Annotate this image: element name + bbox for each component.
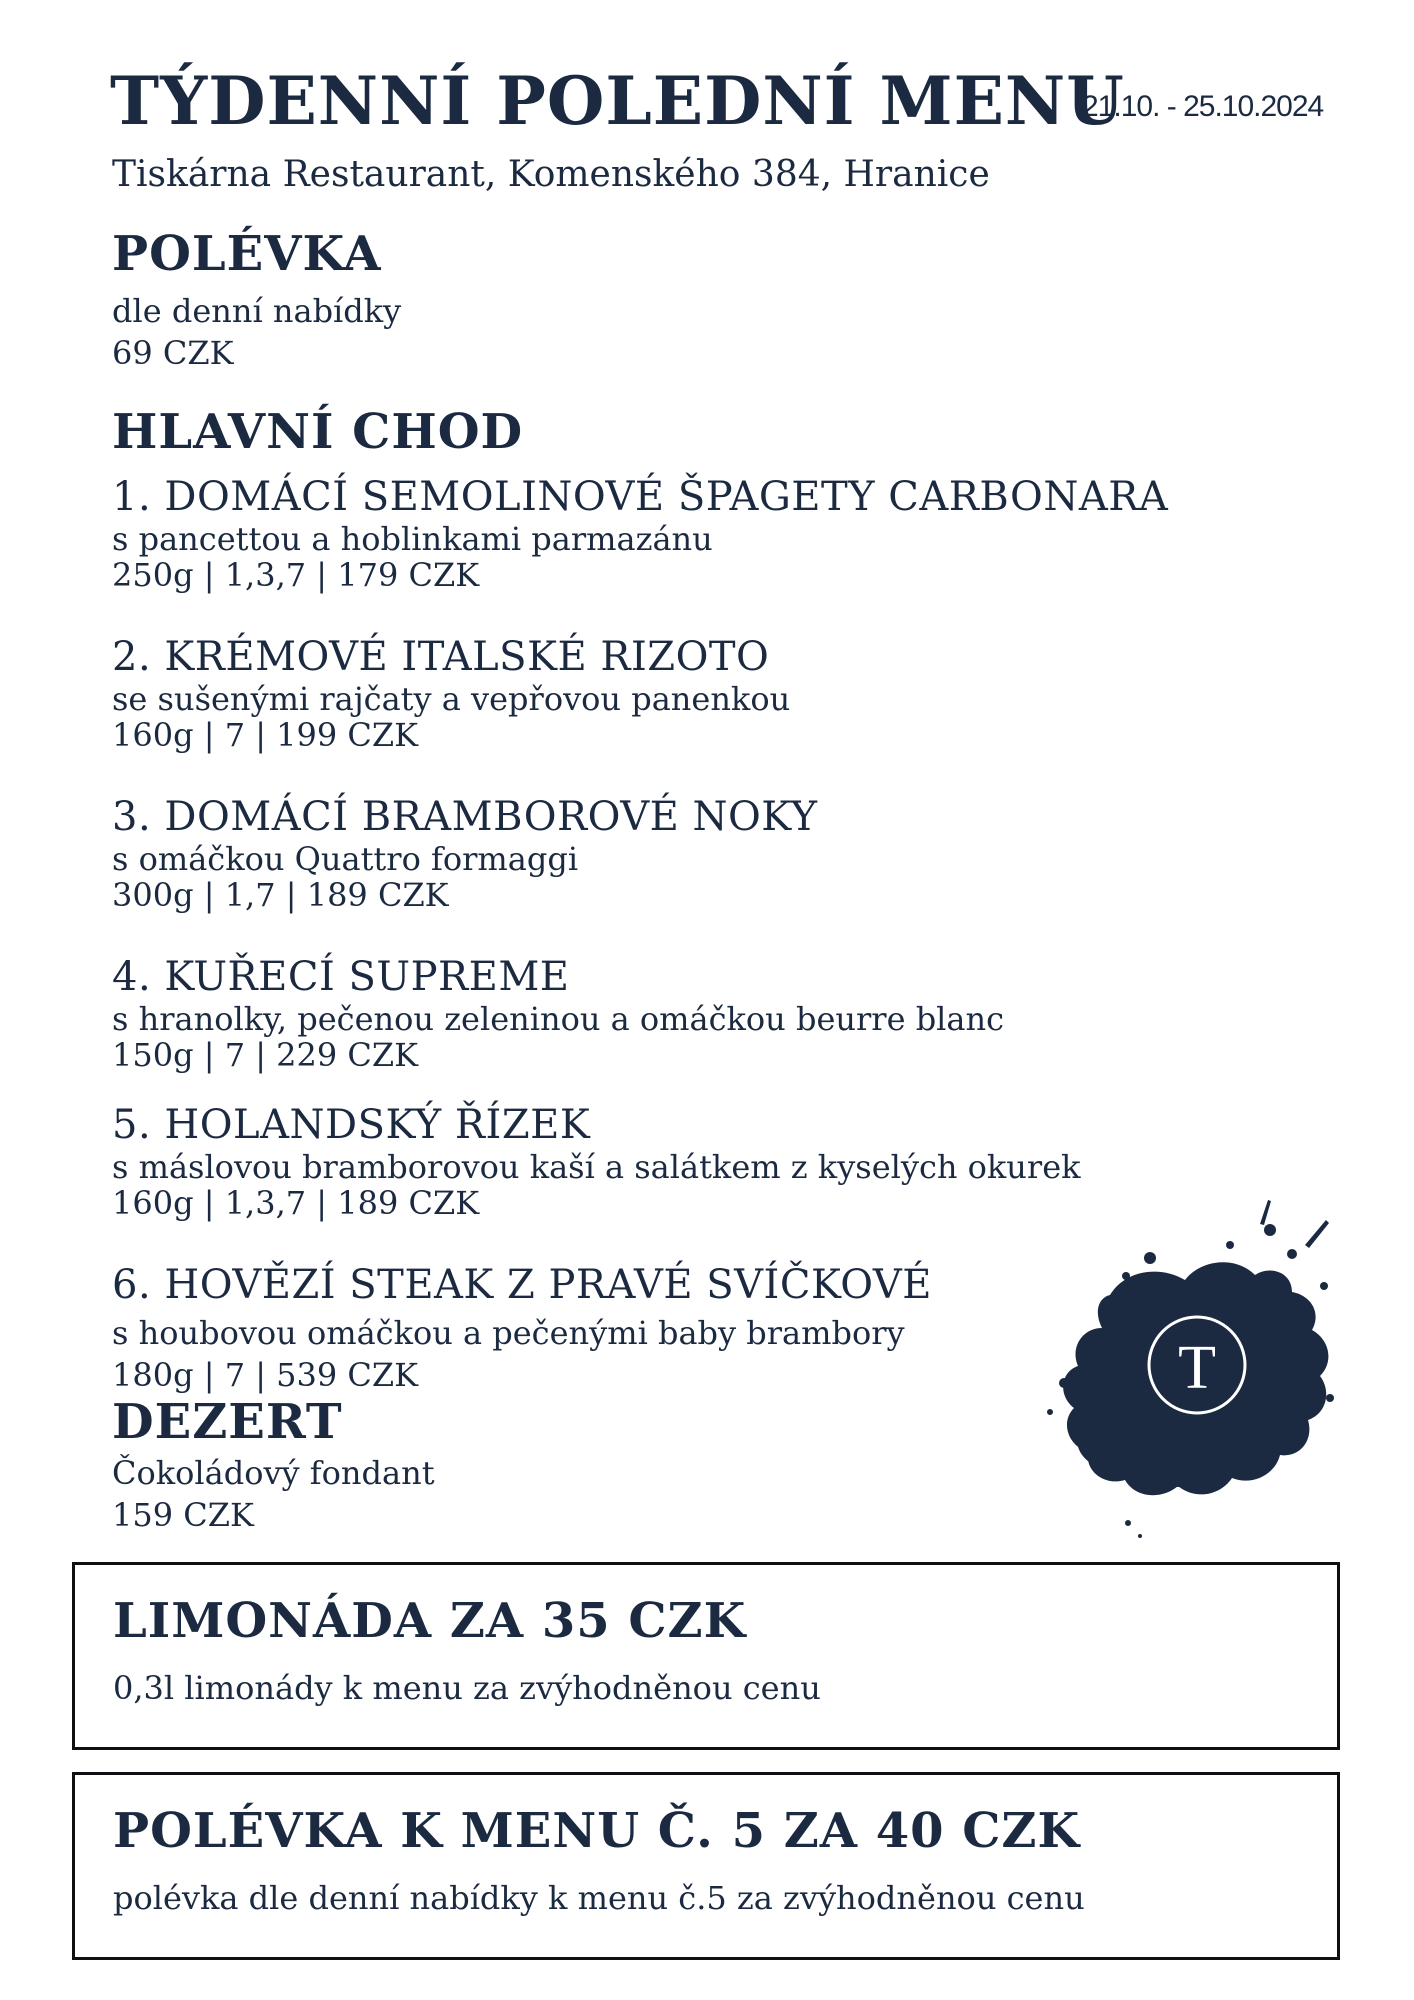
dish-2-details: 160g | 7 | 199 CZK [112,716,419,754]
restaurant-address: Tiskárna Restaurant, Komenského 384, Hranice [112,154,990,195]
offer-soup-text: polévka dle denní nabídky k menu č.5 za zvýhodněnou cenu [113,1879,1085,1917]
offer-lemonade-title: LIMONÁDA ZA 35 CZK [113,1593,747,1649]
dish-1-title: 1. DOMÁCÍ SEMOLINOVÉ ŠPAGETY CARBONARA [112,474,1169,520]
dish-5-description: s máslovou bramborovou kaší a salátkem z kyselých okurek [112,1148,1081,1186]
dish-3-title: 3. DOMÁCÍ BRAMBOROVÉ NOKY [112,794,818,840]
dish-1-details: 250g | 1,3,7 | 179 CZK [112,556,480,594]
dish-2-description: se sušenými rajčaty a vepřovou panenkou [112,680,791,718]
offer-soup-title: POLÉVKA K MENU Č. 5 ZA 40 CZK [113,1803,1081,1859]
dish-5-title: 5. HOLANDSKÝ ŘÍZEK [112,1102,591,1148]
dish-6-title: 6. HOVĚZÍ STEAK Z PRAVÉ SVÍČKOVÉ [112,1262,932,1308]
page-title: TÝDENNÍ POLEDNÍ MENU [110,62,1125,140]
dish-3-description: s omáčkou Quattro formaggi [112,840,579,878]
dish-1-description: s pancettou a hoblinkami parmazánu [112,520,713,558]
dish-4-title: 4. KUŘECÍ SUPREME [112,954,570,1000]
offer-lemonade-text: 0,3l limonády k menu za zvýhodněnou cenu [113,1669,821,1707]
dish-3-details: 300g | 1,7 | 189 CZK [112,876,449,914]
soup-heading: POLÉVKA [112,226,382,282]
dish-4-description: s hranolky, pečenou zeleninou a omáčkou beurre blanc [112,1000,1005,1038]
soup-price: 69 CZK [112,334,234,372]
dessert-price: 159 CZK [112,1496,254,1534]
menu-dates: 21.10. - 25.10.2024 [1082,90,1324,123]
dish-2-title: 2. KRÉMOVÉ ITALSKÉ RIZOTO [112,634,770,680]
soup-description: dle denní nabídky [112,292,402,330]
offer-box-lemonade [72,1562,1340,1750]
dish-6-details: 180g | 7 | 539 CZK [112,1356,419,1394]
main-course-heading: HLAVNÍ CHOD [112,404,524,460]
logo-letter: T [1178,1334,1216,1402]
offer-box-soup [72,1772,1340,1960]
dessert-heading: DEZERT [112,1394,343,1450]
restaurant-logo [1030,1200,1350,1550]
dish-5-details: 160g | 1,3,7 | 189 CZK [112,1184,480,1222]
dessert-description: Čokoládový fondant [112,1454,435,1492]
dish-4-details: 150g | 7 | 229 CZK [112,1036,419,1074]
dish-6-description: s houbovou omáčkou a pečenými baby brambory [112,1314,905,1352]
